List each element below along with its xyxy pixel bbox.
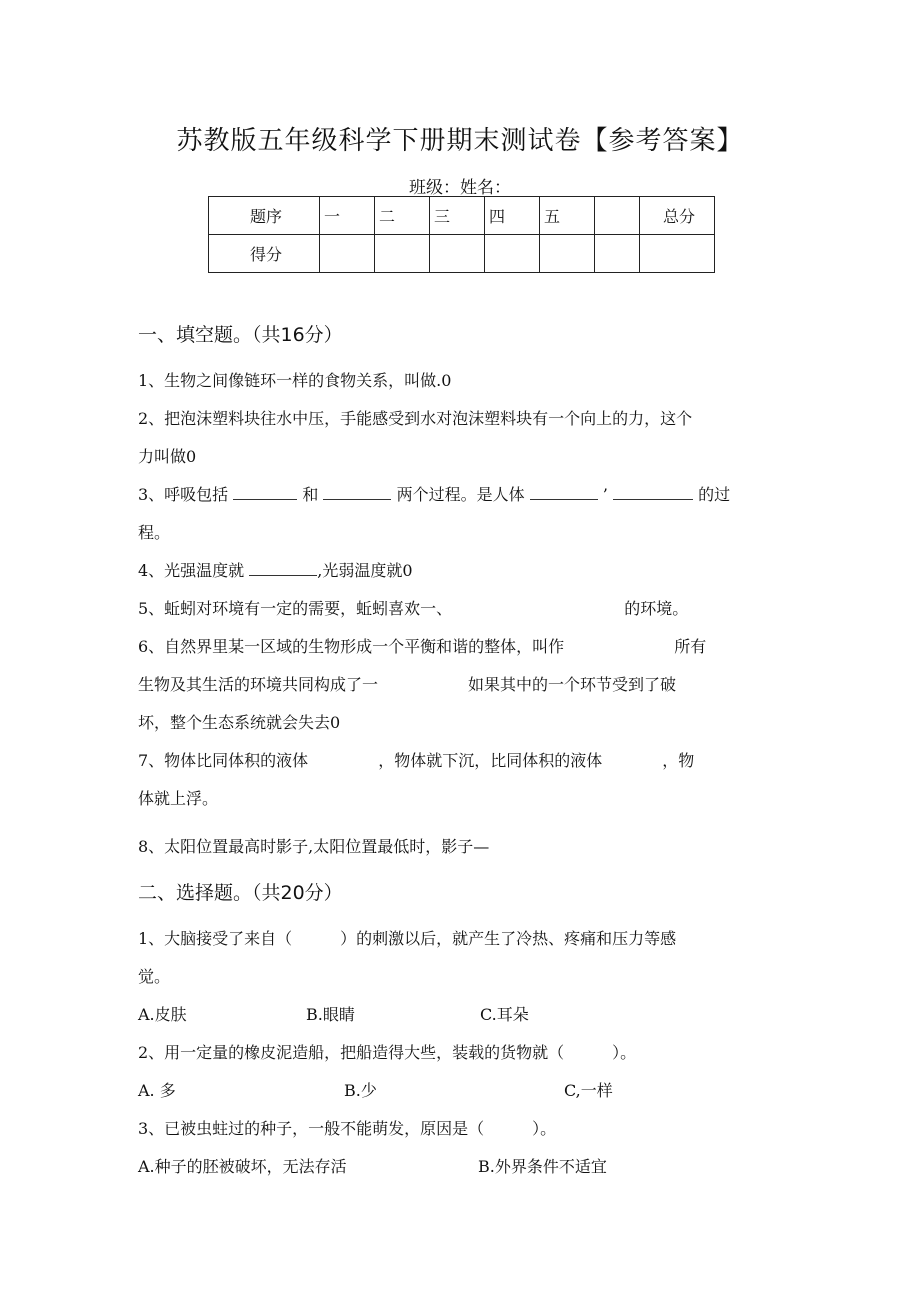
s2-q1-option-b: B.眼睛 [306,1005,355,1024]
q3-text-a: 3、呼吸包括 [138,485,229,504]
q6-text-b: 所有 [674,637,707,656]
s1-question-4 [138,558,413,581]
s1-question-2-line1: 2、把泡沫塑料块往水中压，手能感受到水对泡沫塑料块有一个向上的力，这个 [138,409,693,428]
score-cell-5 [540,235,595,273]
s2-q2-option-c: C,一样 [564,1081,613,1100]
score-cell-1 [320,235,375,273]
q7-text-a: 7、物体比同体积的液体 [138,751,309,770]
s2-question-2: 2、用一定量的橡皮泥造船，把船造得大些，装载的货物就（ ）。 [138,1043,637,1062]
s1-question-6-line3: 坏，整个生态系统就会失去0 [138,713,341,732]
s1-question-5 [138,596,688,619]
document-title: 苏教版五年级科学下册期末测试卷【参考答案】 [176,126,744,156]
s1-question-7-line1 [138,748,694,771]
s1-question-1: 1、生物之间像链环一样的食物关系，叫做.0 [138,371,452,390]
q6-text-c: 生物及其生活的环境共同构成了一 [138,675,379,694]
q4-text-b: ,光弱温度就0 [317,561,413,580]
q3-blank-1 [233,485,297,500]
s1-question-7-line2: 体就上浮。 [138,789,219,808]
s2-q3-option-a: A.种子的胚被破坏，无法存活 [138,1157,347,1176]
s1-question-6-line1 [138,634,706,657]
q3-text-b: 和 [302,485,319,504]
header-cell-order: 题序 [209,197,320,235]
q3-text-c: 两个过程。是人体 [396,485,525,504]
s1-question-6-line2 [138,672,676,695]
score-cell-total [640,235,715,273]
s2-question-1-line1: 1、大脑接受了来自（ ）的刺激以后，就产生了冷热、疼痛和压力等感 [138,929,677,948]
header-cell-6 [595,197,640,235]
q4-blank-1 [249,561,317,576]
score-cell-6 [595,235,640,273]
s1-question-2-line2: 力叫做0 [138,447,197,466]
score-table-score-row [209,235,715,273]
header-cell-1: 一 [320,197,375,235]
q5-text-a: 5、蚯蚓对环境有一定的需要，蚯蚓喜欢一、 [138,599,453,618]
score-row-label: 得分 [209,235,320,273]
s2-q2-option-b: B.少 [344,1081,377,1100]
section2-heading: 二、选择题。（共20分） [138,882,343,904]
s2-q2-option-a: A. 多 [138,1081,176,1100]
s1-question-3-line2: 程。 [138,523,171,542]
header-cell-5: 五 [540,197,595,235]
section1-heading: 一、填空题。（共16分） [138,324,343,346]
q3-blank-4 [613,485,693,500]
s2-q1-option-c: C.耳朵 [480,1005,529,1024]
s2-q1-option-a: A.皮肤 [138,1005,187,1024]
header-cell-4: 四 [485,197,540,235]
q3-text-d: ’ [602,485,608,504]
s2-q3-option-b: B.外界条件不适宜 [478,1157,607,1176]
score-cell-3 [430,235,485,273]
s2-question-3: 3、已被虫蛀过的种子，一般不能萌发，原因是（ ）。 [138,1119,557,1138]
q6-text-a: 6、自然界里某一区域的生物形成一个平衡和谐的整体，叫作 [138,637,565,656]
score-cell-4 [485,235,540,273]
header-cell-2: 二 [375,197,430,235]
q6-text-d: 如果其中的一个环节受到了破 [468,675,677,694]
q7-text-b: ，物体就下沉，比同体积的液体 [378,751,603,770]
q7-text-c: ，物 [662,751,695,770]
s1-question-3 [138,482,730,505]
q3-text-e: 的过 [698,485,731,504]
score-table [208,196,715,273]
s2-question-1-line2: 觉。 [138,967,171,986]
header-cell-3: 三 [430,197,485,235]
q5-text-b: 的环境。 [624,599,689,618]
q3-blank-2 [323,485,391,500]
score-table-header-row [209,197,715,235]
q3-blank-3 [530,485,598,500]
header-cell-total: 总分 [640,197,715,235]
q4-text-a: 4、光强温度就 [138,561,245,580]
class-name-label: 班级：姓名： [409,178,511,198]
score-cell-2 [375,235,430,273]
s1-question-8: 8、太阳位置最高时影子,太阳位置最低时，影子— [138,837,490,856]
